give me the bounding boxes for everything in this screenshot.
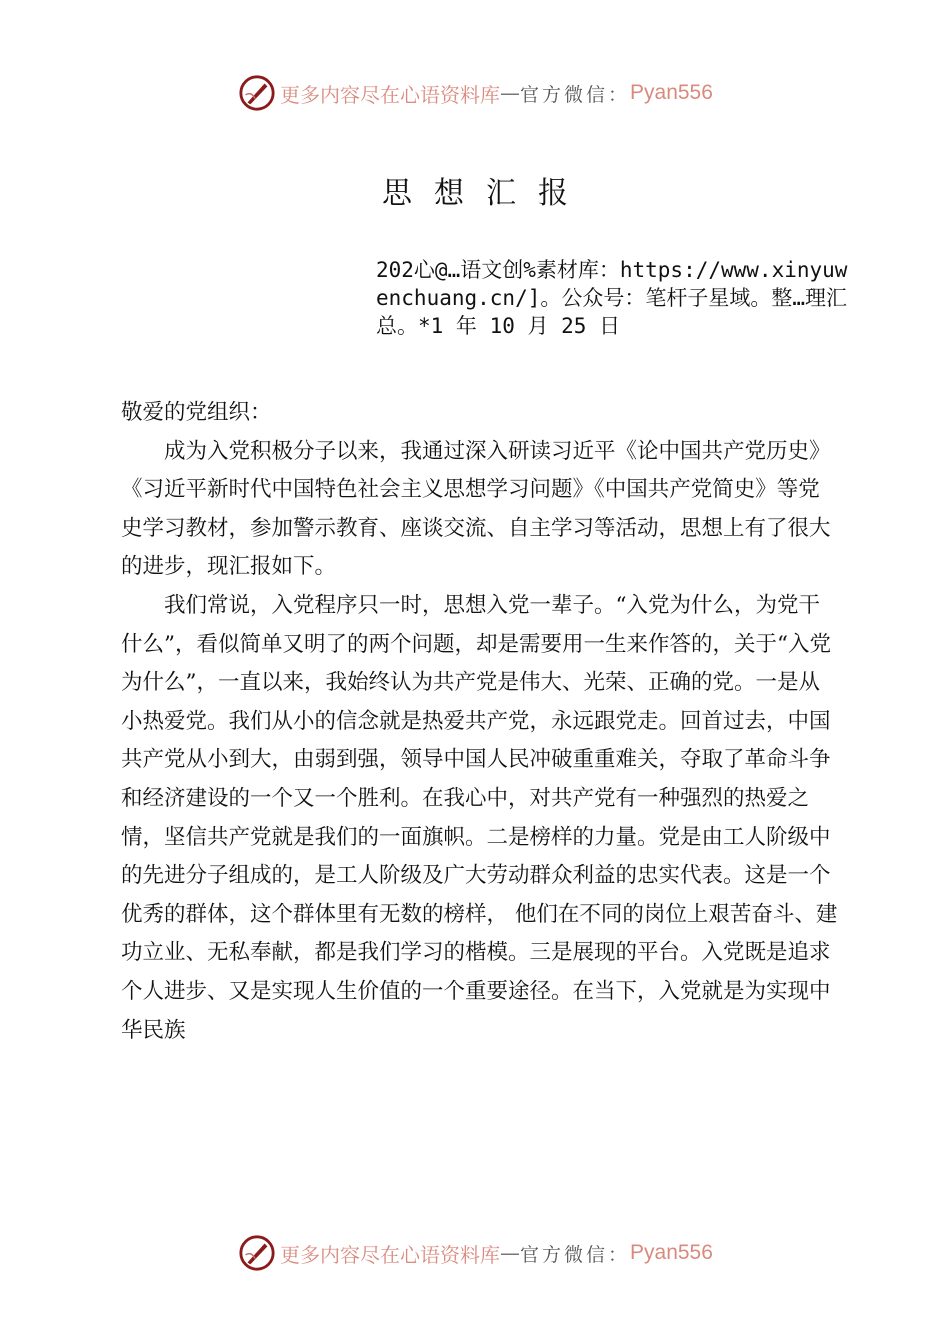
library-name: 更多内容尽在心语资料库 [280, 1242, 500, 1267]
point-3-heading: 三是展现的平台。 [529, 940, 702, 966]
paragraph-2 [121, 587, 841, 1050]
salutation: 敬爱的党组织： [121, 400, 272, 425]
banner-dash: — [500, 81, 520, 105]
paragraph-2-part-1: 我们常说，入党程序只一时，思想入党一辈子。“入党为什么，为党干什么”，看似简单又明了的两个问题，却是需要用一生来作答的，关于“入党为什么”，一直以来，我始终认为共产党是伟大、光荣、正确的党。 [121, 592, 831, 696]
wechat-id: Pyan556 [630, 81, 713, 104]
banner-dash: — [500, 1241, 520, 1265]
document-body [121, 394, 841, 1050]
point-2-heading: 二是榜样的力量。 [486, 824, 659, 850]
paragraph-2-part-4: 入党既是追求个人进步、又是实现人生价值的一个重要途径。在当下，入党就是为实现中华民族 [121, 940, 831, 1043]
footer-watermark-banner [238, 1233, 713, 1273]
point-1-heading: 一是从小热爱党。 [121, 670, 821, 734]
wechat-id: Pyan556 [630, 1241, 713, 1264]
header-watermark-banner [238, 73, 713, 113]
quill-pen-icon [238, 74, 276, 112]
paragraph-1: 成为入党积极分子以来，我通过深入研读习近平《论中国共产党历史》《习近平新时代中国特色社会主义思想学习问题》《中国共产党简史》等党史学习教材，参加警示教育、座谈交流、自主学习等活动，思想上有了很大的进步，现汇报如下。 [121, 438, 831, 580]
paragraph-2-part-2: 我们从小的信念就是热爱共产党，永远跟党走。回首过去，中国共产党从小到大，由弱到强，领导中国人民冲破重重难关，夺取了革命斗争和经济建设的一个又一个胜利。在我心中，对共产党有一种强烈的热爱之情，坚信共产党就是我们的一面旗帜。 [121, 708, 831, 850]
source-meta-line: 202心@…语文创%素材库：https://www.xinyuwenchuang.cn/]。公众号：笔杆子星域。整…理汇总。*1 年 10 月 25 日 [376, 258, 848, 338]
wechat-label: 官方微信： [520, 1243, 631, 1266]
wechat-label: 官方微信： [520, 83, 631, 106]
library-name: 更多内容尽在心语资料库 [280, 82, 500, 107]
paragraph-2-part-3: 党是由工人阶级中的先进分子组成的，是工人阶级及广大劳动群众利益的忠实代表。这是一个优秀的群体，这个群体里有无数的榜样， 他们在不同的岗位上艰苦奋斗、建功立业、无私奉献，都是我们学习的楷模。 [121, 824, 838, 966]
quill-pen-icon [238, 1234, 276, 1272]
page-title: 思想汇报 [382, 176, 590, 211]
